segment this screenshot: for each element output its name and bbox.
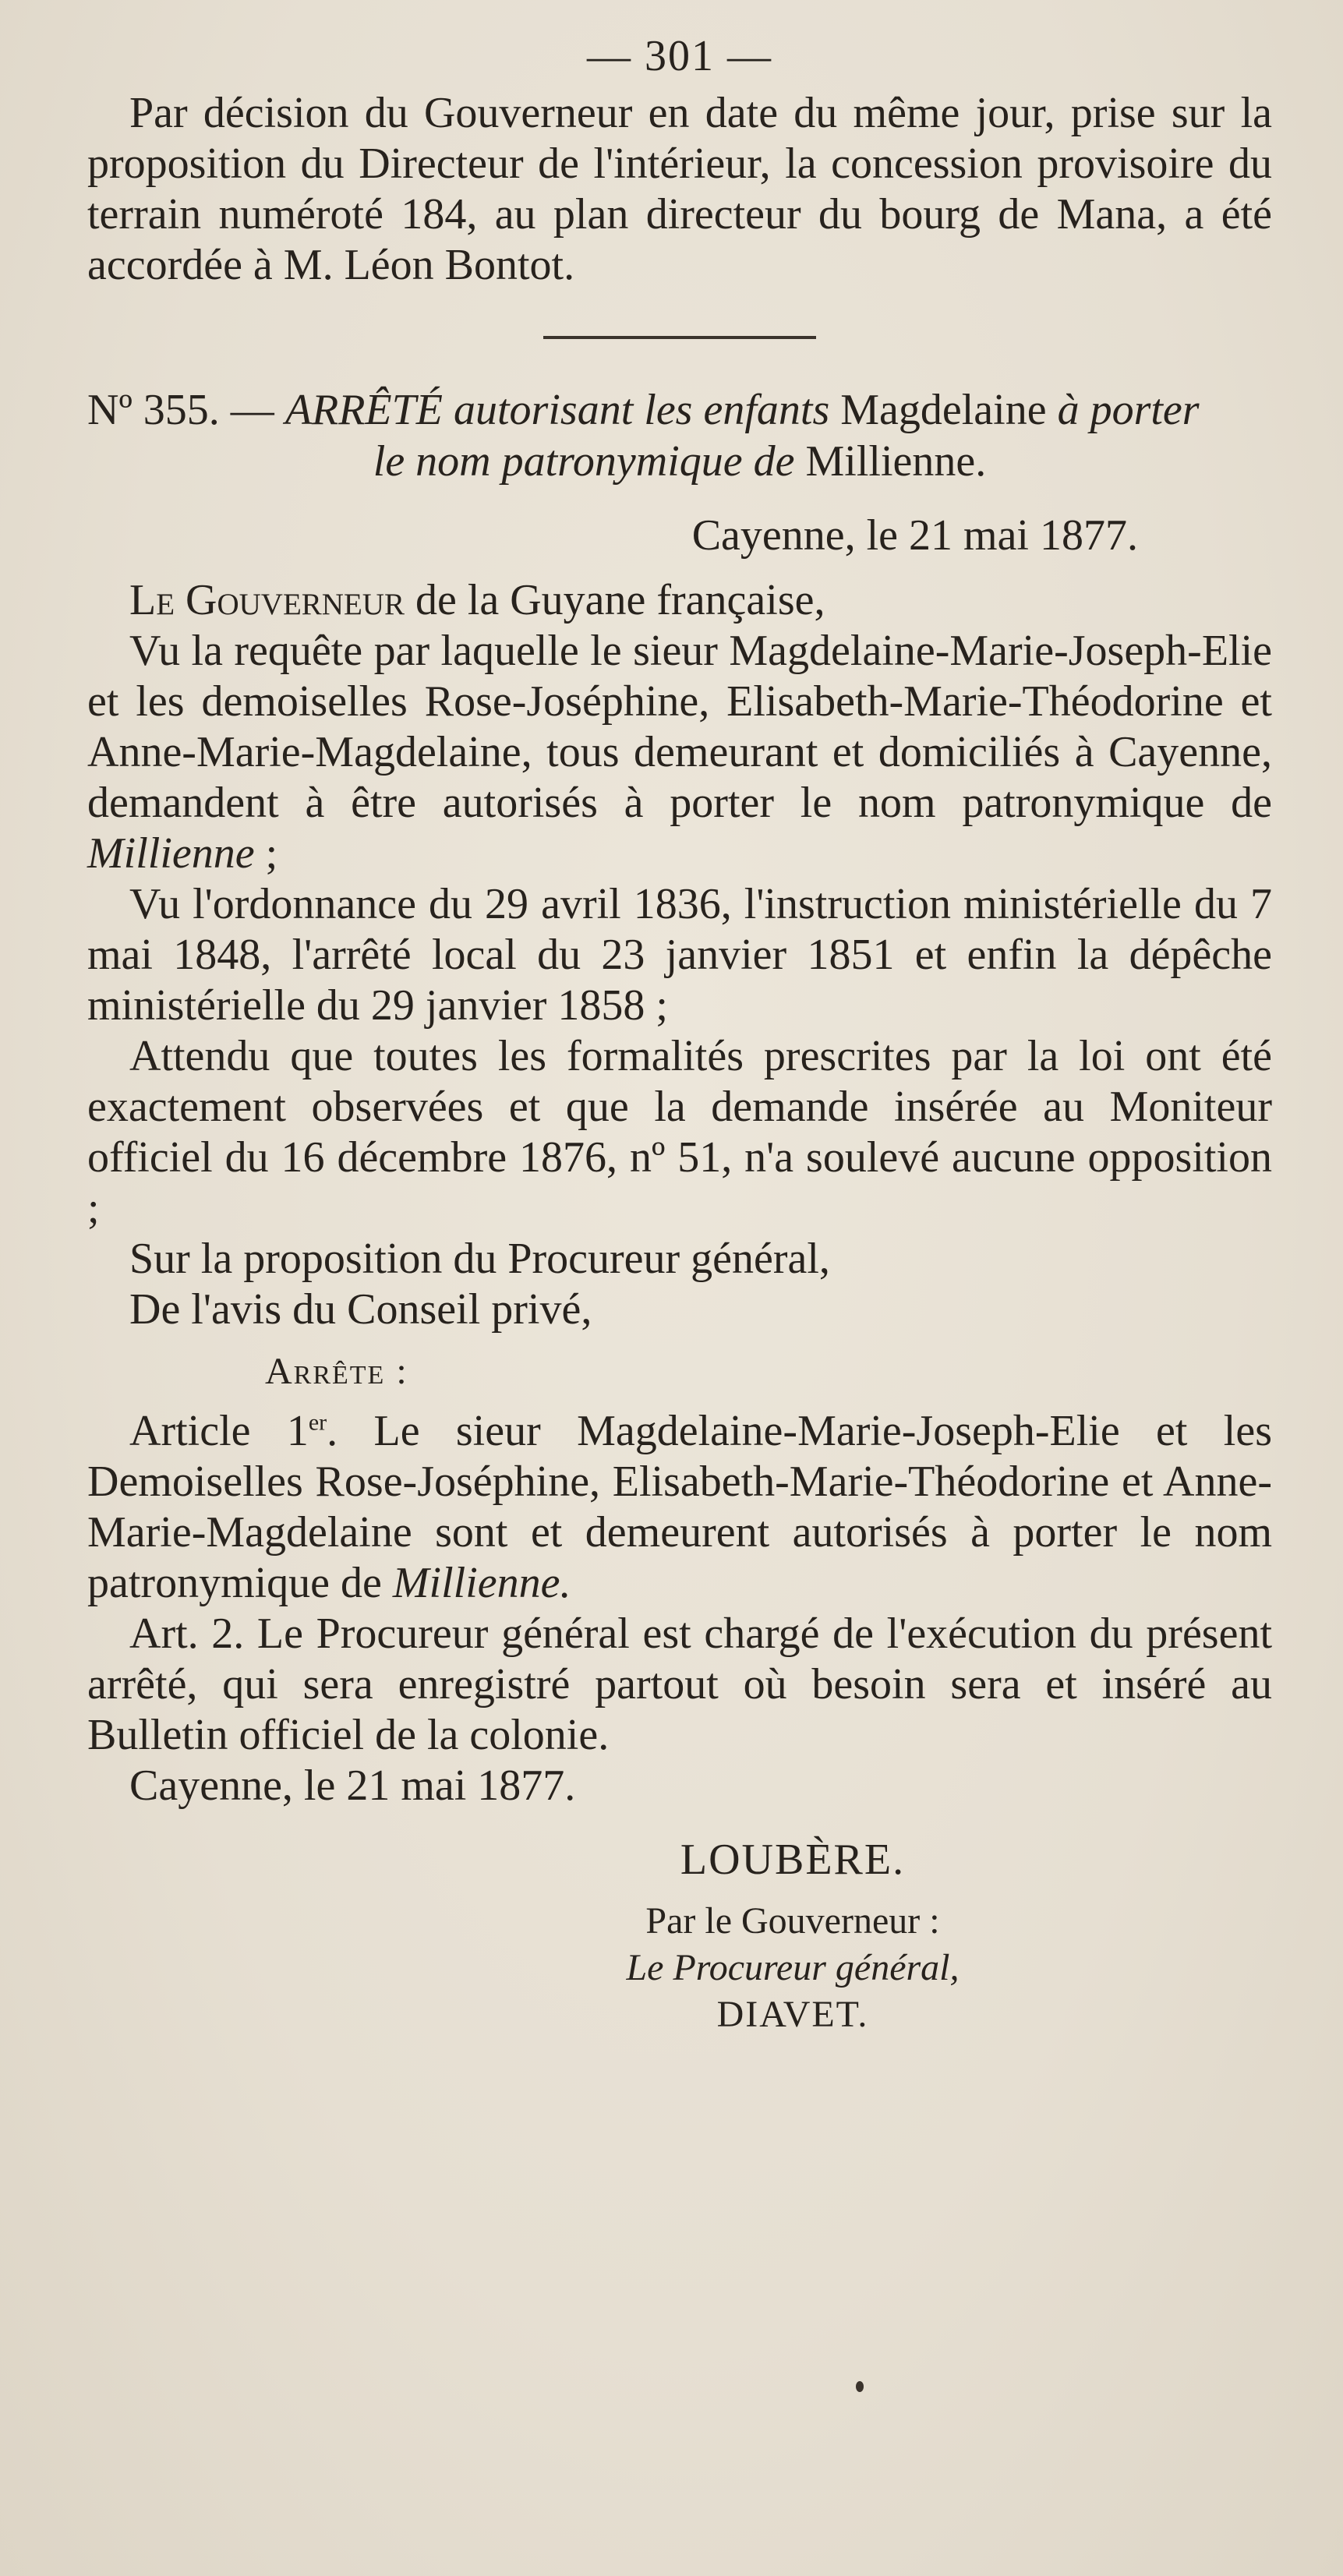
- decree-number: Nº 355. —: [87, 386, 274, 434]
- decree-heading-line-1: [87, 384, 1272, 436]
- article-1-label: Article 1: [129, 1407, 309, 1455]
- decree-title-part-2: autorisant les enfants: [454, 386, 830, 434]
- article-1: [87, 1406, 1272, 1609]
- closing-date: Cayenne, le 21 mai 1877.: [129, 1762, 576, 1810]
- signatory-name: LOUBÈRE.: [680, 1836, 906, 1884]
- article-1-name: Millienne.: [392, 1559, 571, 1607]
- article-1-sup: er: [308, 1409, 327, 1436]
- decree-title-part-5: le nom patronymique de: [373, 437, 795, 486]
- signatory-by: Par le Gouverneur :: [645, 1900, 940, 1942]
- signature-block: [87, 1835, 1272, 2038]
- governor-title: Le Gouverneur: [129, 576, 405, 624]
- decree-title-part-4: à porter: [1057, 386, 1200, 434]
- vu-clause-1-name: Millienne: [87, 829, 255, 878]
- governor-rest: de la Guyane française,: [415, 576, 825, 624]
- decree-date: Cayenne, le 21 mai 1877.: [691, 511, 1138, 560]
- decree-heading-line-2: [87, 436, 1272, 487]
- section-divider: [543, 336, 816, 339]
- signatory-role: Le Procureur général,: [626, 1947, 960, 1988]
- attendu-clause: Attendu que toutes les formalités prescrites par la loi ont été exactement observées et que la demande insérée au Moniteur officiel du 16 décembre 1876, nº 51, n'a soulevé aucune opposition ;: [87, 1032, 1272, 1232]
- decree-title-part-3: Magdelaine: [840, 386, 1047, 434]
- governor-line: [87, 575, 1272, 626]
- decree-heading: [87, 384, 1272, 487]
- vu-clause-1: [87, 626, 1272, 879]
- ink-speck: [856, 2381, 864, 2392]
- vu-clause-1-end: ;: [265, 829, 278, 878]
- vu-clause-1-text: Vu la requête par laquelle le sieur Magdelaine-Marie-Joseph-Elie et les demoiselles Rose-Joséphine, Elisabeth-Marie-Théodorine et Anne-Marie-Magdelaine, tous demeurant et domiciliés à Cayenne, demandent à être autorisés à porter le nom patronymique de: [87, 627, 1272, 827]
- article-2: Art. 2. Le Procureur général est chargé de l'exécution du présent arrêté, qui sera enregistré partout où besoin sera et inséré au Bulletin officiel de la colonie.: [87, 1610, 1272, 1759]
- intro-paragraph: Par décision du Gouverneur en date du même jour, prise sur la proposition du Directeur de l'intérieur, la concession provisoire du terrain numéroté 184, au plan directeur du bourg de Mana, a été accordée à M. Léon Bontot.: [87, 89, 1272, 289]
- article-1-text: . Le sieur Magdelaine-Marie-Joseph-Elie et les Demoiselles Rose-Joséphine, Elisabeth-Marie-Théodorine et Anne-Marie-Magdelaine sont et demeurent autorisés à porter le nom patronymique de: [87, 1407, 1272, 1607]
- decree-title-part-6: Millienne.: [805, 437, 987, 486]
- arrete-label: Arrête :: [265, 1351, 408, 1392]
- countersignatory-name: DIAVET.: [716, 1994, 869, 2035]
- vu-clause-2: Vu l'ordonnance du 29 avril 1836, l'instruction ministérielle du 7 mai 1848, l'arrêté local du 23 janvier 1851 et enfin la dépêche ministérielle du 29 janvier 1858 ;: [87, 880, 1272, 1030]
- decree-title-arrete: ARRÊTÉ: [285, 386, 443, 434]
- text-column: [87, 31, 1272, 2038]
- avis-clause: De l'avis du Conseil privé,: [129, 1285, 592, 1334]
- page-number: — 301 —: [587, 32, 772, 80]
- sur-clause: Sur la proposition du Procureur général,: [129, 1235, 830, 1283]
